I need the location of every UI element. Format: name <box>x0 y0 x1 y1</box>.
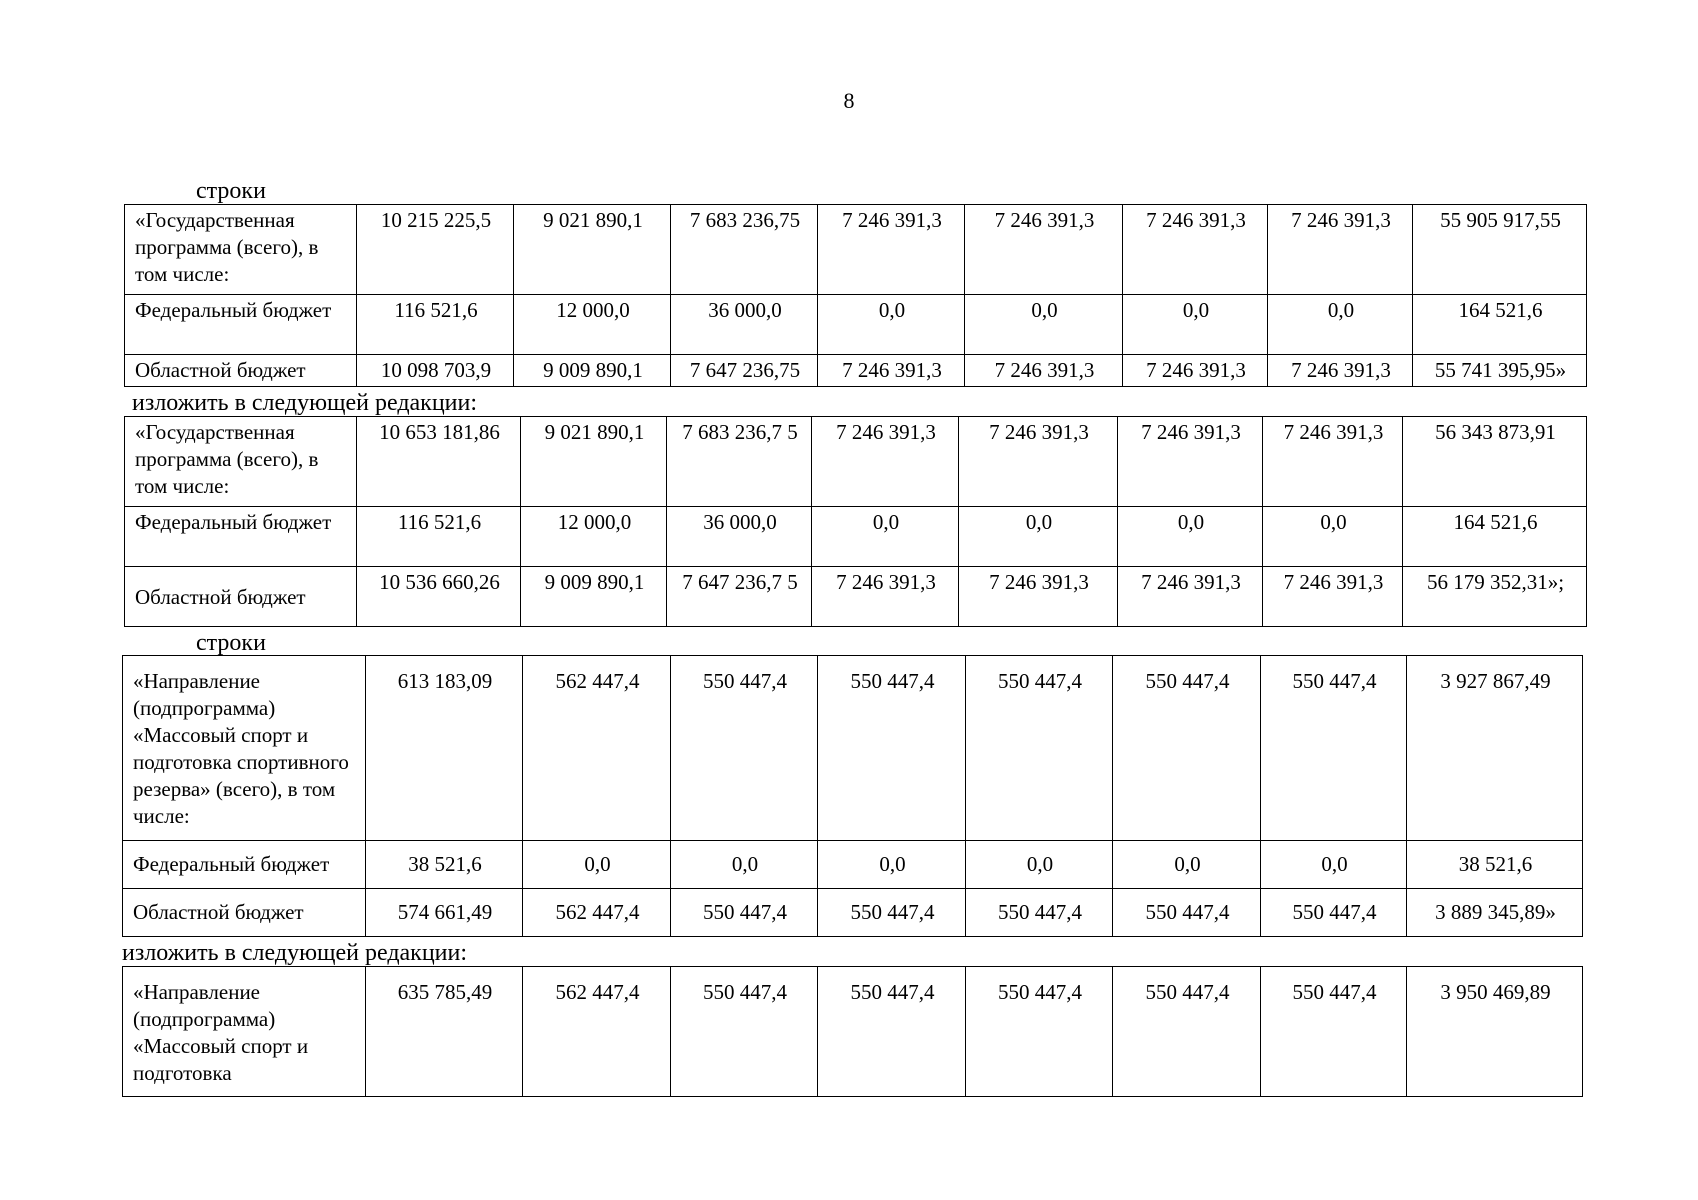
value-cell: 0,0 <box>1261 841 1407 889</box>
value-cell: 0,0 <box>523 841 671 889</box>
value-cell: 550 447,4 <box>1261 889 1407 937</box>
value-cell: 55 905 917,55 <box>1413 205 1587 295</box>
value-cell: 635 785,49 <box>366 967 523 1097</box>
row-name-cell: «Направление (подпрограмма) «Массовый спорт и подготовка спортивного резерва» (всего), в том числе: <box>123 656 366 841</box>
value-cell: 38 521,6 <box>1407 841 1583 889</box>
row-name-cell: Областной бюджет <box>123 889 366 937</box>
value-cell: 562 447,4 <box>523 656 671 841</box>
value-cell: 550 447,4 <box>1113 889 1261 937</box>
value-cell: 7 647 236,75 <box>671 355 818 387</box>
value-cell: 0,0 <box>818 295 965 355</box>
value-cell: 116 521,6 <box>357 295 514 355</box>
value-cell: 3 927 867,49 <box>1407 656 1583 841</box>
value-cell: 7 246 391,3 <box>1123 355 1268 387</box>
page-number: 8 <box>843 88 855 113</box>
table-row <box>125 507 1587 567</box>
value-cell: 0,0 <box>959 507 1118 567</box>
table-row <box>125 567 1587 627</box>
value-cell: 550 447,4 <box>1261 656 1407 841</box>
value-cell: 9 021 890,1 <box>521 417 667 507</box>
table-row <box>125 355 1587 387</box>
row-name-cell: Федеральный бюджет <box>123 841 366 889</box>
table-row <box>123 656 1583 841</box>
value-cell: 550 447,4 <box>1113 967 1261 1097</box>
label-replace-1: изложить в следующей редакции: <box>132 390 478 416</box>
value-cell: 7 683 236,7 5 <box>667 417 812 507</box>
value-cell: 550 447,4 <box>818 889 966 937</box>
value-cell: 613 183,09 <box>366 656 523 841</box>
value-cell: 7 246 391,3 <box>1268 355 1413 387</box>
value-cell: 164 521,6 <box>1403 507 1587 567</box>
value-cell: 550 447,4 <box>671 656 818 841</box>
table-new-program <box>124 416 1587 627</box>
value-cell: 0,0 <box>818 841 966 889</box>
value-cell: 550 447,4 <box>966 967 1113 1097</box>
value-cell: 7 246 391,3 <box>818 205 965 295</box>
value-cell: 562 447,4 <box>523 967 671 1097</box>
value-cell: 10 098 703,9 <box>357 355 514 387</box>
value-cell: 10 215 225,5 <box>357 205 514 295</box>
table-row <box>123 967 1583 1097</box>
value-cell: 7 246 391,3 <box>965 355 1123 387</box>
value-cell: 0,0 <box>1118 507 1263 567</box>
value-cell: 7 246 391,3 <box>1268 205 1413 295</box>
value-cell: 10 653 181,86 <box>357 417 521 507</box>
label-lines-1: строки <box>196 178 266 204</box>
value-cell: 0,0 <box>965 295 1123 355</box>
value-cell: 3 889 345,89» <box>1407 889 1583 937</box>
table-row <box>123 889 1583 937</box>
value-cell: 38 521,6 <box>366 841 523 889</box>
value-cell: 0,0 <box>671 841 818 889</box>
value-cell: 7 683 236,75 <box>671 205 818 295</box>
value-cell: 550 447,4 <box>1261 967 1407 1097</box>
value-cell: 116 521,6 <box>357 507 521 567</box>
value-cell: 7 246 391,3 <box>818 355 965 387</box>
value-cell: 550 447,4 <box>966 889 1113 937</box>
value-cell: 7 246 391,3 <box>959 567 1118 627</box>
value-cell: 7 246 391,3 <box>1123 205 1268 295</box>
table-row <box>125 295 1587 355</box>
value-cell: 7 246 391,3 <box>812 417 959 507</box>
value-cell: 550 447,4 <box>818 967 966 1097</box>
row-name-cell: Федеральный бюджет <box>125 507 357 567</box>
value-cell: 12 000,0 <box>514 295 671 355</box>
value-cell: 550 447,4 <box>671 967 818 1097</box>
table-new-subprogram <box>122 966 1583 1097</box>
row-name-cell: «Направление (подпрограмма) «Массовый спорт и подготовка <box>123 967 366 1097</box>
value-cell: 7 246 391,3 <box>959 417 1118 507</box>
value-cell: 550 447,4 <box>818 656 966 841</box>
value-cell: 7 246 391,3 <box>1263 417 1403 507</box>
row-name-cell: «Государственная программа (всего), в том числе: <box>125 417 357 507</box>
value-cell: 0,0 <box>1263 507 1403 567</box>
row-name-cell: Областной бюджет <box>125 567 357 627</box>
row-name-cell: Областной бюджет <box>125 355 357 387</box>
value-cell: 12 000,0 <box>521 507 667 567</box>
value-cell: 7 647 236,7 5 <box>667 567 812 627</box>
value-cell: 550 447,4 <box>1113 656 1261 841</box>
value-cell: 7 246 391,3 <box>1118 567 1263 627</box>
value-cell: 36 000,0 <box>671 295 818 355</box>
value-cell: 3 950 469,89 <box>1407 967 1583 1097</box>
value-cell: 7 246 391,3 <box>965 205 1123 295</box>
value-cell: 7 246 391,3 <box>812 567 959 627</box>
value-cell: 562 447,4 <box>523 889 671 937</box>
value-cell: 0,0 <box>1123 295 1268 355</box>
value-cell: 0,0 <box>1113 841 1261 889</box>
value-cell: 0,0 <box>812 507 959 567</box>
value-cell: 164 521,6 <box>1413 295 1587 355</box>
table-row <box>125 205 1587 295</box>
value-cell: 9 009 890,1 <box>521 567 667 627</box>
label-replace-2: изложить в следующей редакции: <box>122 940 468 966</box>
value-cell: 10 536 660,26 <box>357 567 521 627</box>
table-row <box>125 417 1587 507</box>
value-cell: 550 447,4 <box>671 889 818 937</box>
value-cell: 36 000,0 <box>667 507 812 567</box>
row-name-cell: «Государственная программа (всего), в том числе: <box>125 205 357 295</box>
value-cell: 9 009 890,1 <box>514 355 671 387</box>
table-original-program <box>124 204 1587 387</box>
row-name-cell: Федеральный бюджет <box>125 295 357 355</box>
value-cell: 56 343 873,91 <box>1403 417 1587 507</box>
value-cell: 0,0 <box>966 841 1113 889</box>
value-cell: 550 447,4 <box>966 656 1113 841</box>
value-cell: 56 179 352,31»; <box>1403 567 1587 627</box>
label-lines-2: строки <box>196 630 266 656</box>
value-cell: 9 021 890,1 <box>514 205 671 295</box>
value-cell: 7 246 391,3 <box>1263 567 1403 627</box>
value-cell: 0,0 <box>1268 295 1413 355</box>
value-cell: 574 661,49 <box>366 889 523 937</box>
value-cell: 55 741 395,95» <box>1413 355 1587 387</box>
table-row <box>123 841 1583 889</box>
value-cell: 7 246 391,3 <box>1118 417 1263 507</box>
table-original-subprogram <box>122 655 1583 937</box>
